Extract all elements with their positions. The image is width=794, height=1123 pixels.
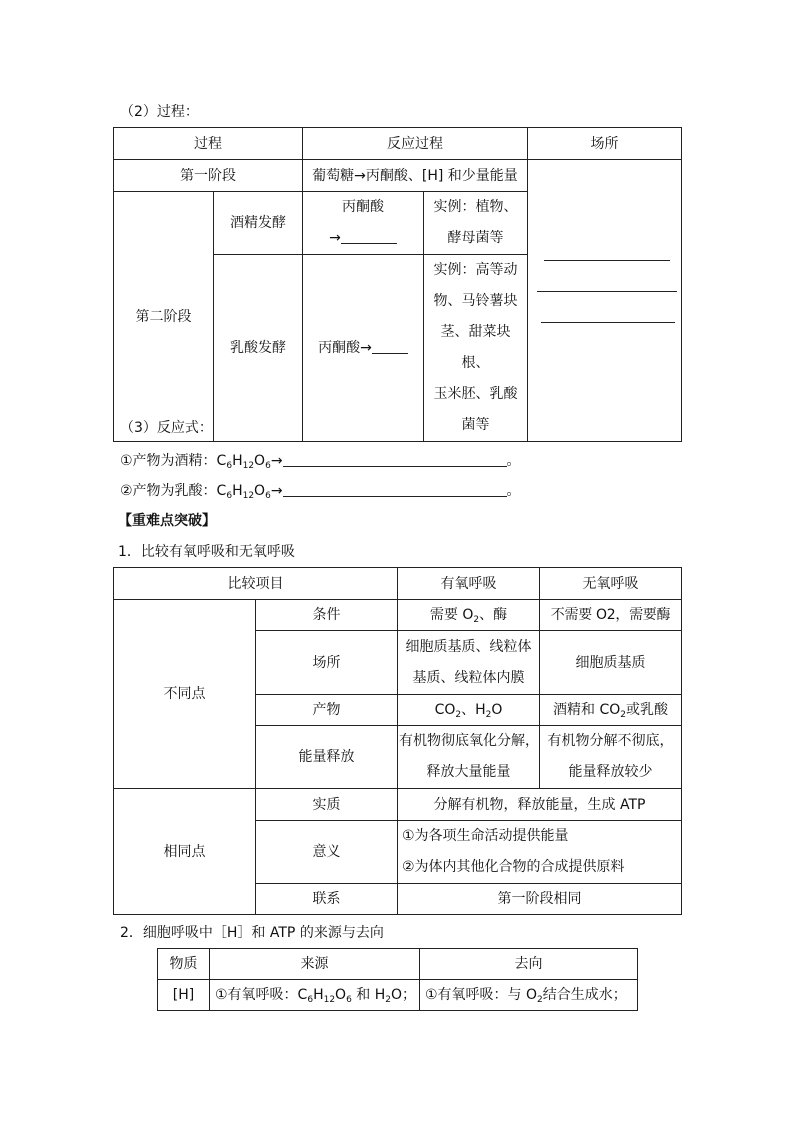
h-row-label: [H]: [158, 980, 210, 1011]
place-blanks: [528, 160, 682, 442]
alcohol-reaction: [303, 192, 424, 255]
lactic-example-line1: 实例：高等动: [433, 262, 518, 278]
lactic-example-line3: 茎、甜菜块根、: [440, 324, 511, 371]
h-destination-text2: 结合生成水；: [542, 987, 627, 1003]
alcohol-reaction-line1: 丙酮酸: [342, 199, 384, 215]
alcohol-reaction-line2: [307, 223, 419, 254]
lactic-example-line4: 玉米胚、乳酸: [433, 386, 518, 402]
product-label: 产物: [256, 695, 398, 726]
period: 。: [506, 483, 521, 499]
condition-aerobic: 需要 $O_2$、酶: [398, 600, 540, 631]
place-aerobic-line1: 细胞质基质、线粒体: [405, 638, 532, 655]
place-aerobic: [398, 631, 540, 695]
product-aerobic-co: CO: [434, 702, 456, 718]
energy-anaerobic-line2: 能量释放较少: [568, 764, 653, 780]
energy-aerobic: [398, 726, 540, 789]
section-2-heading: （2）过程：: [120, 104, 199, 120]
lactic-example-line5: 菌等: [461, 417, 490, 433]
compare-table: [113, 567, 682, 915]
equation-lactic-blank[interactable]: [283, 482, 507, 497]
lactic-example-line2: 物、马铃薯块: [433, 293, 518, 309]
process-table: [113, 127, 682, 442]
header-aerobic: 有氧呼吸: [398, 568, 540, 600]
condition-aerobic-text: 需要 O: [429, 607, 474, 623]
link-label: 联系: [256, 884, 398, 915]
h-source-text2: 和 H: [356, 987, 386, 1003]
condition-aerobic-text2: 、酶: [479, 607, 508, 623]
condition-anaerobic: 不需要 O2，需要酶: [540, 600, 682, 631]
h-source-text: ①有氧呼吸：C: [215, 987, 308, 1003]
h-source-text3: O；: [390, 987, 417, 1003]
h-destination: ①有氧呼吸：与 $O_2$结合生成水；: [420, 980, 638, 1011]
essence-value: 分解有机物，释放能量，生成 ATP: [398, 789, 682, 821]
place-blank-1[interactable]: [544, 260, 670, 261]
key-points-heading: 【重难点突破】: [118, 513, 216, 529]
product-anaerobic-text2: 或乳酸: [625, 702, 668, 718]
energy-aerobic-line1: 有机物彻底氧化分解，: [399, 733, 539, 749]
product-anaerobic: 酒精和 $CO_2$或乳酸: [540, 695, 682, 726]
alcohol-example-line1: 实例：植物、: [433, 199, 518, 215]
meaning-value-line1: ①为各项生命活动提供能量: [402, 828, 569, 844]
energy-anaerobic-line1: 有机物分解不彻底，: [547, 733, 674, 749]
meaning-value-line2: ②为体内其他化合物的合成提供原料: [402, 859, 625, 875]
equation-alcohol: ①产物为酒精：$C_6H_{12}O_6\to$ 。: [120, 453, 521, 471]
alcohol-fermentation: 酒精发酵: [214, 192, 303, 255]
stage1-label: 第一阶段: [114, 160, 303, 192]
product-aerobic-h: 、H: [461, 702, 486, 718]
header-substance: 物质: [158, 949, 210, 980]
compare-heading: 1．比较有氧呼吸和无氧呼吸: [118, 544, 295, 560]
period: 。: [506, 453, 521, 469]
place-label: 场所: [256, 631, 398, 695]
header-anaerobic: 无氧呼吸: [540, 568, 682, 600]
header-reaction: 反应过程: [303, 128, 528, 160]
header-place: 场所: [528, 128, 682, 160]
alcohol-example: [424, 192, 528, 255]
meaning-value: [398, 821, 682, 884]
lactic-fermentation: 乳酸发酵: [214, 255, 303, 442]
equation-alcohol-blank[interactable]: [283, 452, 507, 467]
same-label: 相同点: [114, 789, 256, 915]
header-destination: 去向: [420, 949, 638, 980]
equation-lactic-prefix: ②产物为乳酸：C: [120, 483, 227, 499]
source-heading: 2．细胞呼吸中［H］和 ATP 的来源与去向: [120, 925, 384, 941]
essence-label: 实质: [256, 789, 398, 821]
alcohol-product-blank[interactable]: [341, 229, 397, 244]
header-process: 过程: [114, 128, 303, 160]
stage2-label: 第二阶段: [114, 192, 214, 442]
product-anaerobic-text: 酒精和 CO: [553, 702, 621, 718]
place-blank-3[interactable]: [541, 322, 675, 323]
h-source: ①有氧呼吸：$C_6H_{12}O_6$ 和 $H_2O$；: [210, 980, 420, 1011]
equation-lactic: ②产物为乳酸：$C_6H_{12}O_6\to$ 。: [120, 483, 521, 501]
lactic-reaction: [303, 255, 424, 442]
lactic-example: [424, 255, 528, 442]
equation-alcohol-prefix: ①产物为酒精：C: [120, 453, 227, 469]
energy-anaerobic: [540, 726, 682, 789]
condition-label: 条件: [256, 600, 398, 631]
source-table: [157, 948, 638, 1011]
product-aerobic: $CO_2$、$H_2O$: [398, 695, 540, 726]
place-aerobic-line2: 基质、线粒体内膜: [412, 669, 525, 686]
lactic-product-blank[interactable]: [372, 339, 408, 354]
header-source: 来源: [210, 949, 420, 980]
link-value: 第一阶段相同: [398, 884, 682, 915]
energy-label: 能量释放: [256, 726, 398, 789]
header-item: 比较项目: [114, 568, 398, 600]
product-aerobic-o: O: [491, 702, 503, 718]
h-destination-text: ①有氧呼吸：与 O: [425, 987, 538, 1003]
section-3-heading: （3）反应式：: [120, 420, 213, 436]
meaning-label: 意义: [256, 821, 398, 884]
place-anaerobic: 细胞质基质: [540, 631, 682, 695]
alcohol-example-line2: 酵母菌等: [447, 230, 504, 246]
place-blank-2[interactable]: [537, 291, 677, 292]
lactic-reaction-text: 丙酮酸→: [318, 340, 372, 356]
diff-label: 不同点: [114, 600, 256, 789]
stage1-reaction: 葡萄糖→丙酮酸、[H] 和少量能量: [303, 160, 528, 192]
arrow-icon: →: [329, 230, 341, 246]
energy-aerobic-line2: 释放大量能量: [426, 764, 511, 780]
